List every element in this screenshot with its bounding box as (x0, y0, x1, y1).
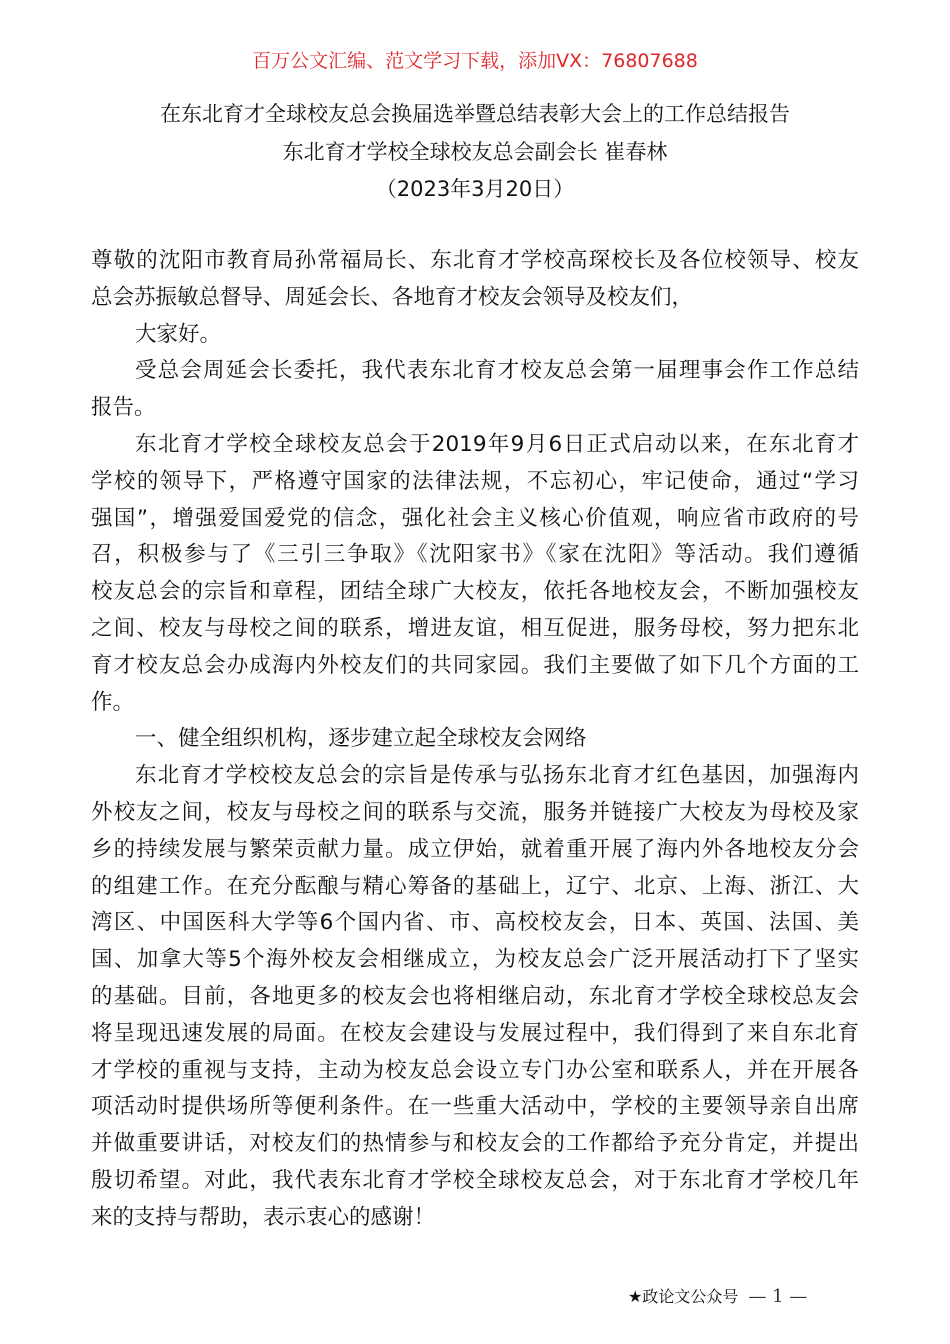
text-line: 的基础。目前，各地更多的校友会也将相继启动，东北育才学校全球校总友会 (91, 983, 859, 1009)
text-line: 乡的持续发展与繁荣贡献力量。成立伊始，就着重开展了海内外各地校友分会 (91, 836, 859, 862)
paragraph (91, 758, 859, 1236)
text-line: 的组建工作。在充分酝酿与精心筹备的基础上，辽宁、北京、上海、浙江、大 (91, 873, 859, 899)
page-footer (628, 1284, 807, 1307)
paragraph (91, 353, 859, 427)
paragraph (91, 243, 859, 317)
text-line: 召，积极参与了《三引三争取》《沈阳家书》《家在沈阳》等活动。我们遵循 (91, 542, 859, 568)
text-line: 受总会周延会长委托，我代表东北育才校友总会第一届理事会作工作总结 (135, 358, 859, 384)
text-line: 作。 (91, 689, 135, 715)
text-line: 将呈现迅速发展的局面。在校友会建设与发展过程中，我们得到了来自东北育 (91, 1020, 859, 1046)
text-line: 国、加拿大等5个海外校友会相继成立，为校友总会广泛开展活动打下了坚实 (91, 947, 859, 973)
text-line: 总会苏振敏总督导、周延会长、各地育才校友会领导及校友们， (91, 284, 694, 310)
watermark-banner: 百万公文汇编、范文学习下载，添加VX：76807688 (252, 50, 698, 72)
text-line: 殷切希望。对此，我代表东北育才学校全球校友总会，对于东北育才学校几年 (91, 1167, 859, 1193)
text-line: 学校的领导下，严格遵守国家的法律法规，不忘初心，牢记使命，通过“学习 (91, 468, 859, 494)
document-body (91, 243, 859, 1237)
footer-source: ★政论文公众号 (628, 1287, 739, 1306)
text-line: 育才校友总会办成海内外校友们的共同家园。我们主要做了如下几个方面的工 (91, 652, 859, 678)
text-line: 报告。 (91, 395, 156, 421)
text-line: 大家好。 (135, 321, 222, 347)
document-date: （2023年3月20日） (375, 177, 575, 201)
text-line: 东北育才学校校友总会的宗旨是传承与弘扬东北育才红色基因，加强海内 (135, 763, 859, 789)
document-title: 在东北育才全球校友总会换届选举暨总结表彰大会上的工作总结报告 (160, 102, 790, 126)
text-line: 校友总会的宗旨和章程，团结全球广大校友，依托各地校友会，不断加强校友 (91, 579, 859, 605)
paragraph (91, 427, 859, 721)
text-line: 强国”，增强爱国爱党的信念，强化社会主义核心价值观，响应省市政府的号 (91, 505, 859, 531)
text-line: 之间、校友与母校之间的联系，增进友谊，相互促进，服务母校，努力把东北 (91, 615, 859, 641)
text-line: 尊敬的沈阳市教育局孙常福局长、东北育才学校高琛校长及各位校领导、校友 (91, 248, 859, 273)
text-line: 一、健全组织机构，逐步建立起全球校友会网络 (135, 726, 587, 752)
text-line: 湾区、中国医科大学等6个国内省、市、高校校友会，日本、英国、法国、美 (91, 910, 859, 936)
paragraph (91, 317, 859, 354)
text-line: 外校友之间，校友与母校之间的联系与交流，服务并链接广大校友为母校及家 (91, 799, 859, 825)
text-line: 东北育才学校全球校友总会于2019年9月6日正式启动以来，在东北育才 (135, 431, 859, 457)
text-line: 才学校的重视与支持，主动为校友总会设立专门办公室和联系人，并在开展各 (91, 1057, 859, 1083)
text-line: 并做重要讲话，对校友们的热情参与和校友会的工作都给予充分肯定，并提出 (91, 1131, 859, 1157)
text-line: 来的支持与帮助，表示衷心的感谢！ (91, 1204, 436, 1230)
document-author: 东北育才学校全球校友总会副会长 崔春林 (282, 140, 668, 164)
text-line: 项活动时提供场所等便利条件。在一些重大活动中，学校的主要领导亲自出席 (91, 1094, 859, 1120)
page-number: — 1 — (748, 1286, 808, 1307)
paragraph (91, 721, 859, 758)
